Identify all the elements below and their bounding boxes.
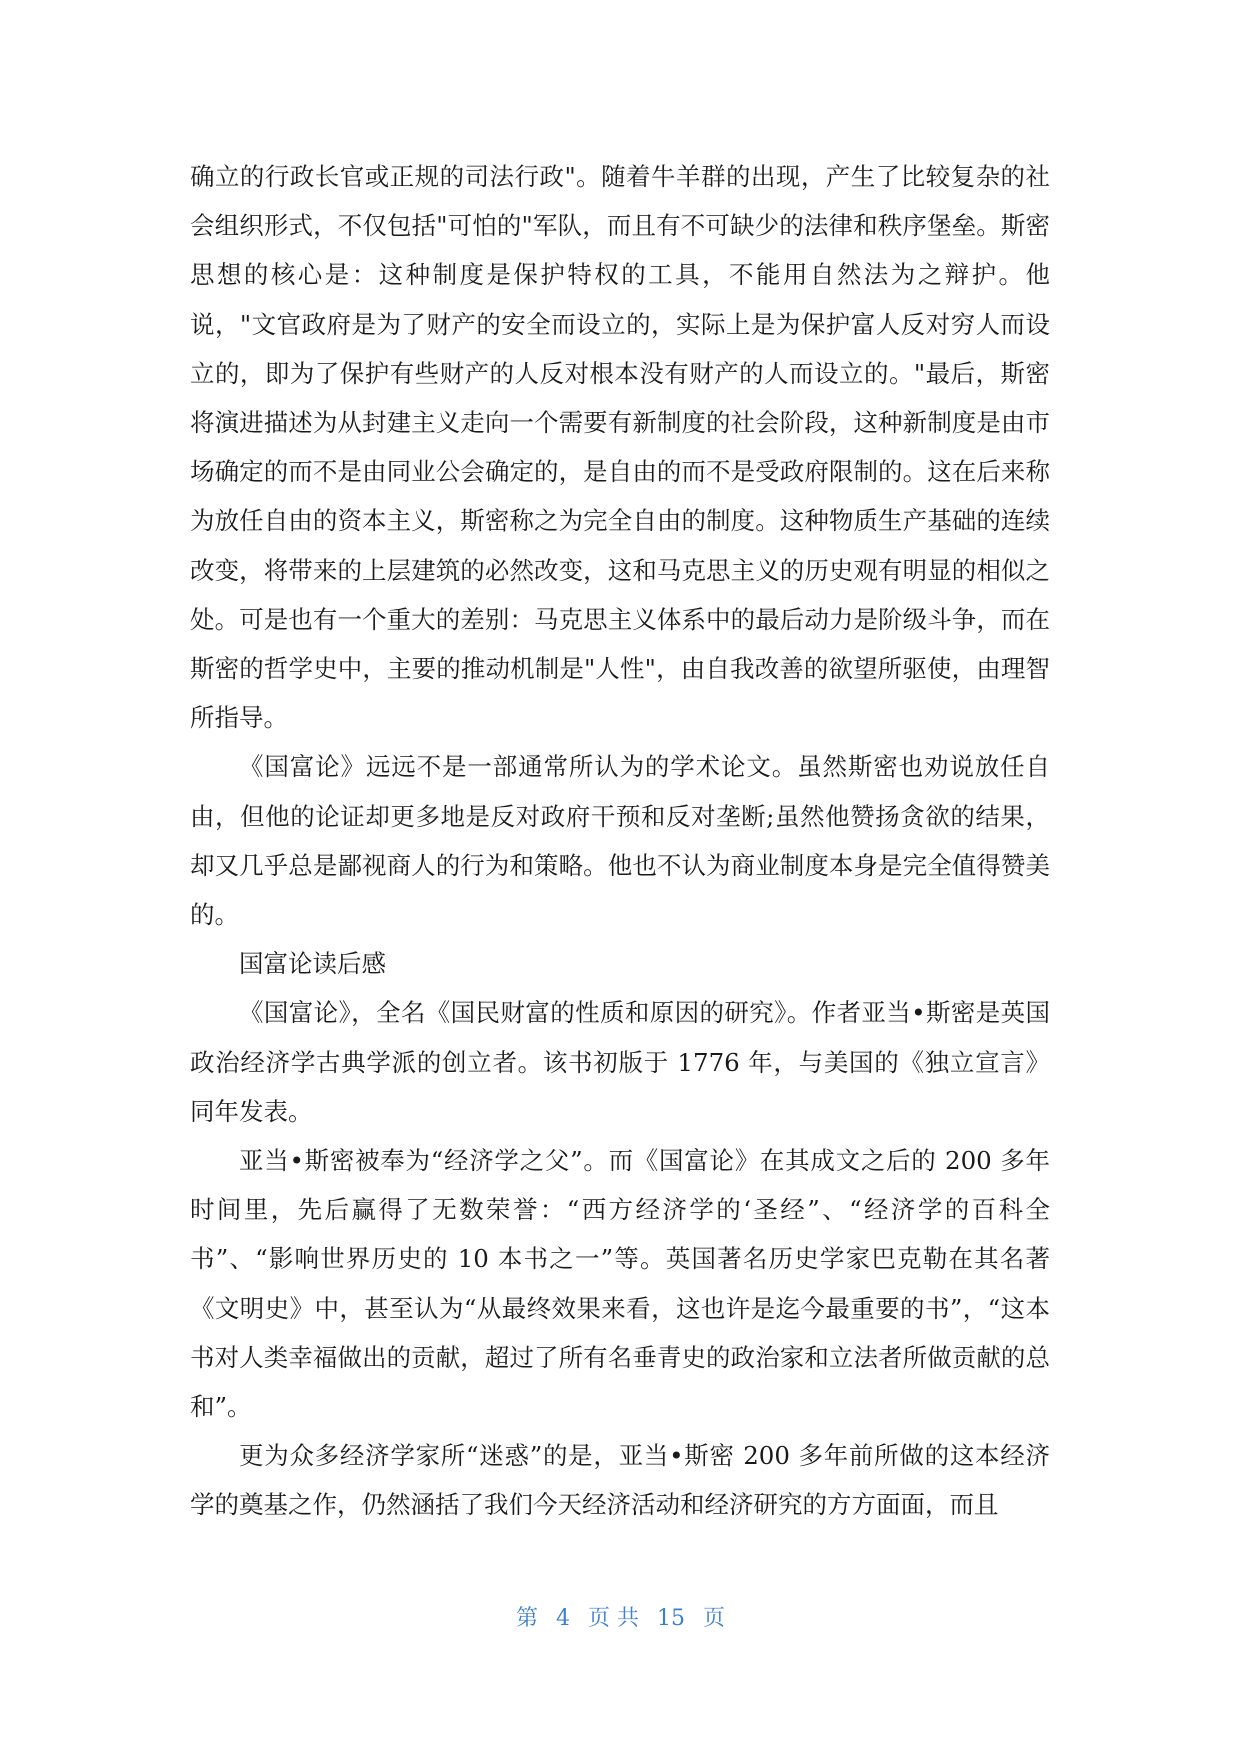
footer-prefix: 第: [515, 1606, 538, 1631]
footer-total-pages: 15: [657, 1606, 685, 1631]
footer-suffix: 页: [703, 1606, 726, 1631]
paragraph-continuation: 确立的行政长官或正规的司法行政"。随着牛羊群的出现，产生了比较复杂的社会组织形式，不仅包括"可怕的"军队，而且有不可缺少的法律和秩序堡垒。斯密思想的核心是：这种制度是保护特权的工具，不能用自然法为之辩护。他说，"文官政府是为了财产的安全而设立的，实际上是为保护富人反对穷人而设立的，即为了保护有些财产的人反对根本没有财产的人而设立的。"最后，斯密将演进描述为从封建主义走向一个需要有新制度的社会阶段，这种新制度是由市场确定的而不是由同业公会确定的，是自由的而不是受政府限制的。这在后来称为放任自由的资本主义，斯密称之为完全自由的制度。这种物质生产基础的连续改变，将带来的上层建筑的必然改变，这和马克思主义的历史观有明显的相似之处。可是也有一个重大的差别：马克思主义体系中的最后动力是阶级斗争，而在斯密的哲学史中，主要的推动机制是"人性"，由自我改善的欲望所驱使，由理智所指导。: [190, 162, 1050, 733]
paragraph-father-of-economics: 亚当•斯密被奉为“经济学之父”。而《国富论》在其成文之后的 200 多年时间里，先后赢得了无数荣誉：“西方经济学的‘圣经”、“经济学的百科全书”、“影响世界历史的 10 本书之一”等。英国著名历史学家巴克勒在其名著《文明史》中，甚至认为“从最终效果来看，这也许是迄今最重要的书”，“这本书对人类幸福做出的贡献，超过了所有名垂青史的政治家和立法者所做贡献的总和”。: [190, 1146, 1050, 1422]
paragraph-book-intro: 《国富论》，全名《国民财富的性质和原因的研究》。作者亚当•斯密是英国政治经济学古典学派的创立者。该书初版于 1776 年，与美国的《独立宣言》同年发表。: [190, 998, 1050, 1126]
section-heading: 国富论读后感: [239, 949, 386, 979]
footer-current-page: 4: [556, 1606, 570, 1631]
footer-middle: 页 共: [588, 1606, 639, 1631]
page-footer: [0, 1601, 1241, 1632]
document-body: [190, 152, 1050, 1530]
paragraph-wealth-of-nations-critique: 《国富论》远远不是一部通常所认为的学术论文。虽然斯密也劝说放任自由，但他的论证却更多地是反对政府干预和反对垄断;虽然他赞扬贪欲的结果，却又几乎总是鄙视商人的行为和策略。他也不认为商业制度本身是完全值得赞美的。: [190, 752, 1050, 930]
paragraph-economists-puzzled: 更为众多经济学家所“迷惑”的是，亚当•斯密 200 多年前所做的这本经济学的奠基之作，仍然涵括了我们今天经济活动和经济研究的方方面面，而且: [190, 1441, 1050, 1520]
